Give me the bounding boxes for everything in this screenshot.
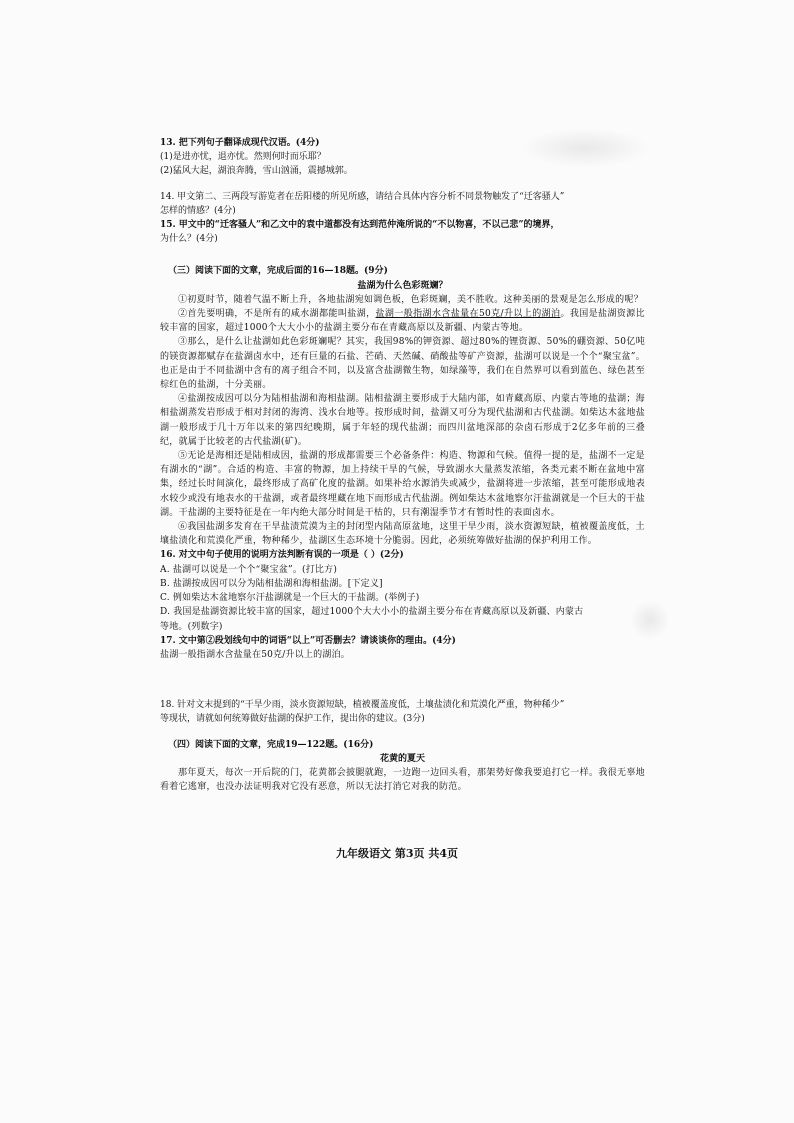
article-title-salt-lake: 盐湖为什么色彩斑斓？ — [357, 280, 448, 291]
section-4-heading: （四）阅读下面的文章，完成19—122题。(16分) — [168, 739, 374, 750]
question-14-line-2: 怎样的情感？(4分) — [160, 205, 236, 216]
article-paragraph-3: ③那么，是什么让盐湖如此色彩斑斓呢？其实，我国98%的钾资源、超过80%的锂资源、50%的硼资源、50亿吨的镁资源都赋存在盐湖卤水中，还有巨量的石盐、芒硝、天然碱、硝酸盐等矿产资源，盐湖可以说是一个个“聚宝盆”。也正是由于不同盐湖中含有的离子组合不同，以及富含盐湖微生物，如绿藻等，我们在自然界可以看到蓝色、绿色甚至棕红色的盐湖，十分美丽。 — [160, 337, 645, 391]
article-paragraph-1: ①初夏时节，随着气温不断上升，各地盐湖宛如调色板，色彩斑斓，美不胜收。这种美丽的景观是怎么形成的呢？ — [178, 294, 644, 305]
question-14-line-1: 14. 甲文第二、三两段写游览者在岳阳楼的所见所感，请结合具体内容分析不同景物触发了“迁客骚人” — [160, 191, 565, 202]
question-16-head: 16. 对文中句子使用的说明方法判断有误的一项是（ ）(2分) — [160, 550, 404, 561]
article-title-huahuang: 花黄的夏天 — [379, 753, 425, 764]
question-13-sentence-1: (1)是进亦忧，退亦忧。然则何时而乐耶？ — [160, 152, 326, 163]
underlined-sentence: 盐湖一般指湖水含盐量在50克/升以上的湖泊 — [375, 309, 561, 320]
article-paragraph-5: ⑤无论是海相还是陆相成因，盐湖的形成都需要三个必备条件：构造、物源和气候。值得一提的是，盐湖不一定是有湖水的“湖”。合适的构造、丰富的物源，加上持续干旱的气候，导致湖水大量蒸发浓缩，各类元素不断在盆地中富集，经过长时间演化，最终形成了高矿化度的盐湖。如果补给水源消失或减少，盐湖将进一步浓缩，甚至可能形成地表水较少或没有地表水的干盐湖，或者最终埋藏在地下而形成古代盐湖。例如柴达木盆地察尔汗盐湖就是一个巨大的干盐湖。干盐湖的主要特征是在一年内绝大部分时间是干枯的，只有潮湿季节才有暂时性的表面卤水。 — [160, 451, 645, 518]
article-paragraph-2: ②首先要明确，不是所有的咸水湖都能叫盐湖，盐湖一般指湖水含盐量在50克/升以上的湖泊。我国是盐湖资源比较丰富的国家，超过1000个大大小小的盐湖主要分布在青藏高原以及新疆、内蒙古等地。 — [160, 309, 645, 334]
question-18-line-1: 18. 针对文末提到的“干旱少雨，淡水资源短缺，植被覆盖度低，土壤盐渍化和荒漠化严重，物种稀少” — [160, 700, 565, 711]
question-17-head: 17. 文中第②段划线句中的词语“以上”可否删去？请谈谈你的理由。(4分) — [160, 635, 456, 646]
question-13-head: 13. 把下列句子翻译成现代汉语。(4分) — [160, 138, 320, 148]
question-16-option-d-cont: 等地。(列数字) — [160, 621, 223, 632]
question-16-option-b: B. 盐湖按成因可以分为陆相盐湖和海相盐湖。[下定义] — [160, 578, 383, 589]
page-footer: 九年级语文 第3页 共4页 — [336, 847, 458, 860]
question-16-option-c: C. 例如柴达木盆地察尔汗盐湖就是一个巨大的干盐湖。(举例子) — [160, 593, 420, 604]
exam-content — [160, 136, 645, 794]
section-3-heading: （三）阅读下面的文章，完成后面的16—18题。(9分) — [168, 266, 388, 277]
article-paragraph-6: ⑥我国盐湖多发育在干旱盐渍荒漠为主的封闭型内陆高原盆地，这里干旱少雨，淡水资源短缺，植被覆盖度低，土壤盐渍化和荒漠化严重，物种稀少，盐湖区生态环境十分脆弱。因此，必须统筹做好盐湖的保护利用工作。 — [160, 522, 645, 547]
question-16-option-d: D. 我国是盐湖资源比较丰富的国家，超过1000个大大小小的盐湖主要分布在青藏高原以及新疆、内蒙古 — [160, 607, 584, 618]
question-18-line-2: 等现状，请就如何统筹做好盐湖的保护工作，提出你的建议。(3分) — [160, 714, 425, 725]
question-13-sentence-2: (2)猛风大起，湖浪奔腾，雪山汹涌，震撼城郭。 — [160, 166, 353, 177]
question-15-line-1: 15. 甲文中的“迁客骚人”和乙文中的袁中道都没有达到范仲淹所说的“不以物喜，不以己悲”的境界， — [160, 220, 560, 231]
article-4-paragraph-1: 那年夏天，每次一开后院的门，花黄都会披腿就跑，一边跑一边回头看，那架势好像我要追打它一样。我很无辜地看着它逃窜，也没办法证明我对它没有恶意，所以无法打消它对我的防范。 — [160, 767, 645, 793]
question-16-option-a: A. 盐湖可以说是一个个“聚宝盆”。(打比方) — [160, 564, 338, 575]
question-15-line-2: 为什么？(4分) — [160, 234, 218, 245]
article-paragraph-4: ④盐湖按成因可以分为陆相盐湖和海相盐湖。陆相盐湖主要形成于大陆内部，如青藏高原、内蒙古等地的盐湖；海相盐湖蒸发岩形成于相对封闭的海湾、浅水台地等。按形成时间，盐湖又可分为现代盐湖和古代盐湖。如柴达木盆地盐湖一般形成于几十万年以来的第四纪晚期，属于年轻的现代盐湖；而四川盆地深部的杂卤石形成于2亿多年前的三叠纪，就属于比较老的古代盐湖(矿)。 — [160, 394, 645, 447]
question-17-quoted-sentence: 盐湖一般指湖水含盐量在50克/升以上的湖泊。 — [160, 649, 350, 660]
